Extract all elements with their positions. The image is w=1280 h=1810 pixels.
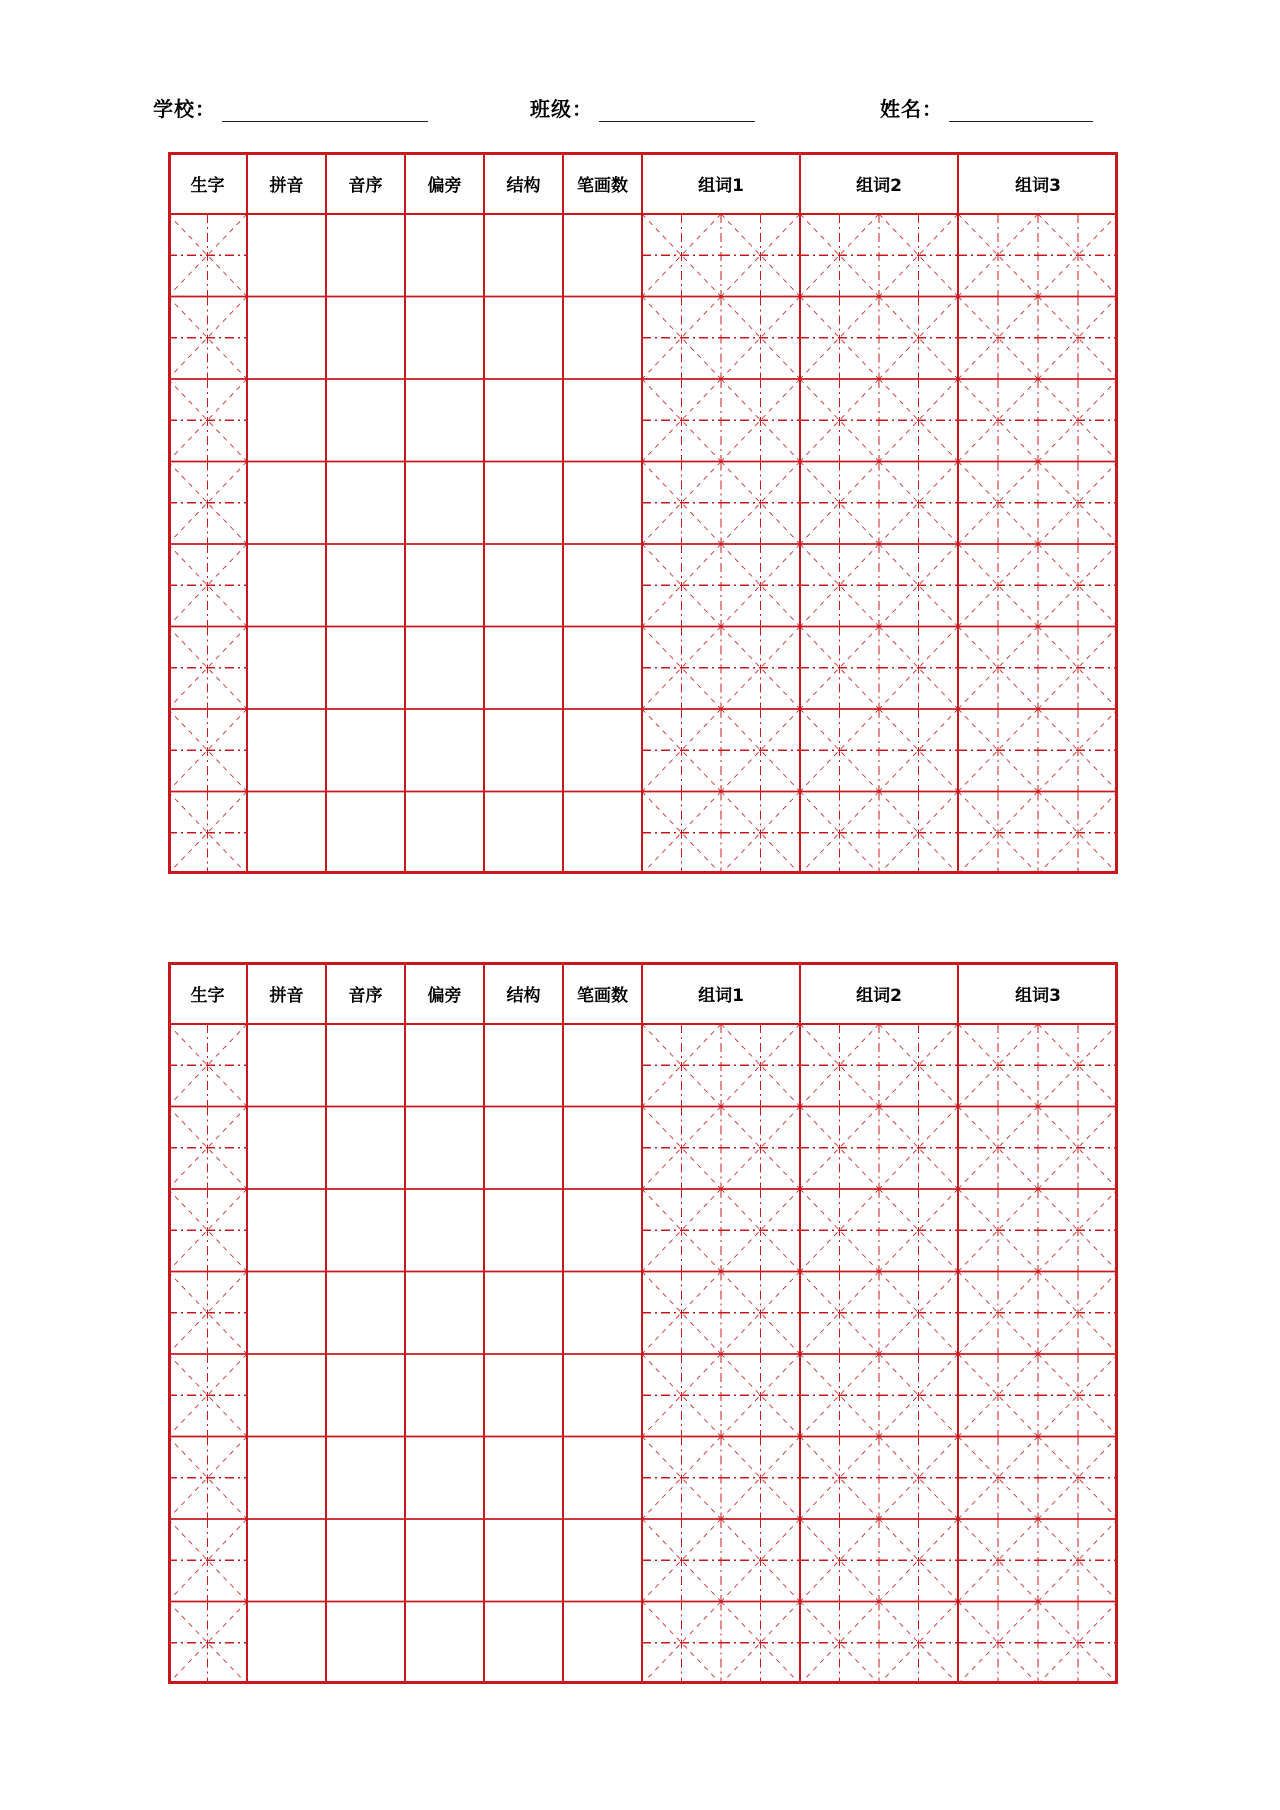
column-header: 笔画数 <box>577 985 628 1006</box>
worksheet-table-1 <box>168 152 1118 874</box>
column-header: 笔画数 <box>577 175 628 196</box>
column-header: 拼音 <box>269 175 304 196</box>
column-header-row <box>168 962 1118 1024</box>
column-header: 组词3 <box>1015 985 1061 1006</box>
school-field[interactable] <box>153 96 428 122</box>
worksheet-grid <box>168 962 1118 1684</box>
worksheet-grid <box>168 152 1118 874</box>
column-header: 组词2 <box>856 175 902 196</box>
class-blank-line[interactable] <box>599 99 755 122</box>
column-header: 拼音 <box>269 985 304 1006</box>
header-fields <box>0 96 1280 136</box>
column-header: 音序 <box>348 985 383 1006</box>
column-header: 组词1 <box>698 175 744 196</box>
column-header: 生字 <box>190 175 225 196</box>
worksheet-table-2 <box>168 962 1118 1684</box>
column-header: 组词2 <box>856 985 902 1006</box>
column-header: 组词3 <box>1015 175 1061 196</box>
column-header: 生字 <box>190 985 225 1006</box>
column-header: 组词1 <box>698 985 744 1006</box>
class-label: 班级： <box>530 97 593 121</box>
column-header: 偏旁 <box>427 985 462 1006</box>
name-field[interactable] <box>880 96 1093 122</box>
name-blank-line[interactable] <box>949 99 1093 122</box>
school-blank-line[interactable] <box>222 99 428 122</box>
column-header: 结构 <box>506 985 541 1006</box>
column-header-row <box>168 152 1118 214</box>
column-header: 偏旁 <box>427 175 462 196</box>
column-header: 音序 <box>348 175 383 196</box>
name-label: 姓名： <box>880 97 943 121</box>
column-header: 结构 <box>506 175 541 196</box>
class-field[interactable] <box>530 96 755 122</box>
school-label: 学校： <box>153 97 216 121</box>
